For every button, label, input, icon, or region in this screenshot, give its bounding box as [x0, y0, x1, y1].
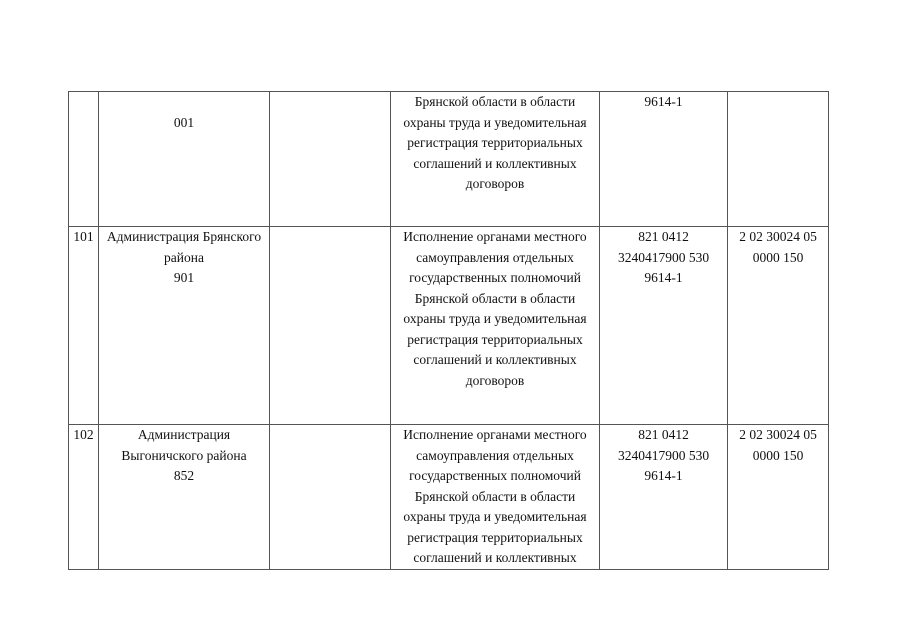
row-number-cell: [69, 92, 99, 227]
organization-line: Администрация Брянского: [106, 229, 262, 244]
budget-code-line: 3240417900 530: [617, 249, 710, 265]
income-code-line: 2 02 30024 05: [739, 427, 817, 442]
description-line: соглашений и коллективных: [413, 550, 577, 565]
description-line: регистрация территориальных: [407, 331, 583, 347]
description-line: охраны труда и уведомительная: [403, 509, 587, 524]
row-number: 102: [73, 427, 94, 442]
description-line: охраны труда и уведомительная: [403, 311, 587, 326]
description-line: Брянской области в области: [414, 290, 576, 306]
description-cell: [391, 425, 600, 570]
table-row: [69, 92, 829, 227]
description-line: Исполнение органами местного: [403, 229, 587, 244]
organization-cell: [99, 92, 270, 227]
description-line: государственных полномочий: [409, 468, 581, 483]
organization-line: 001: [173, 114, 195, 130]
income-code-line: 2 02 30024 05: [739, 229, 817, 244]
description-line: охраны труда и уведомительная: [403, 114, 587, 130]
organization-cell: [99, 227, 270, 425]
budget-code-cell: [600, 425, 728, 570]
organization-line: района: [164, 249, 204, 265]
description-cell: [391, 92, 600, 227]
organization-line: 852: [173, 468, 195, 483]
budget-code-line: 9614-1: [644, 468, 683, 483]
budget-code-line: 3240417900 530: [617, 447, 710, 463]
description-line: договоров: [465, 372, 525, 388]
income-code-line: 0000 150: [752, 447, 804, 463]
empty-cell: [270, 425, 391, 570]
organization-cell: [99, 425, 270, 570]
budget-code-cell: [600, 227, 728, 425]
description-line: договоров: [465, 176, 525, 191]
subvention-table: [68, 91, 829, 570]
income-code-cell: [728, 92, 829, 227]
row-number: 101: [73, 229, 94, 244]
organization-line: 901: [173, 270, 195, 285]
income-code-cell: [728, 227, 829, 425]
description-line: соглашений и коллективных: [413, 155, 577, 171]
budget-code-line: 9614-1: [644, 270, 683, 285]
table-row: [69, 425, 829, 570]
budget-code-line: 821 0412: [638, 229, 689, 244]
budget-code-line: 821 0412: [638, 427, 689, 442]
description-line: Исполнение органами местного: [403, 427, 587, 442]
empty-cell: [270, 92, 391, 227]
income-code-cell: [728, 425, 829, 570]
description-line: самоуправления отдельных: [416, 447, 574, 463]
organization-line: Выгоничского района: [121, 447, 247, 463]
budget-code-cell: [600, 92, 728, 227]
description-line: Брянской области в области: [414, 488, 576, 504]
organization-line: [100, 92, 268, 113]
description-line: государственных полномочий: [409, 270, 581, 285]
empty-cell: [270, 227, 391, 425]
description-line: самоуправления отдельных: [416, 249, 574, 265]
description-line: Брянской области в области: [414, 94, 576, 109]
organization-line: Администрация: [137, 427, 231, 442]
description-line: регистрация территориальных: [407, 135, 583, 150]
budget-code-line: 9614-1: [644, 94, 683, 109]
row-number-cell: [69, 425, 99, 570]
row-number-cell: [69, 227, 99, 425]
table-row: [69, 227, 829, 425]
description-line: регистрация территориальных: [407, 529, 583, 545]
description-cell: [391, 227, 600, 425]
income-code-line: 0000 150: [752, 249, 804, 265]
description-line: соглашений и коллективных: [413, 352, 577, 367]
table-body: [69, 92, 829, 570]
